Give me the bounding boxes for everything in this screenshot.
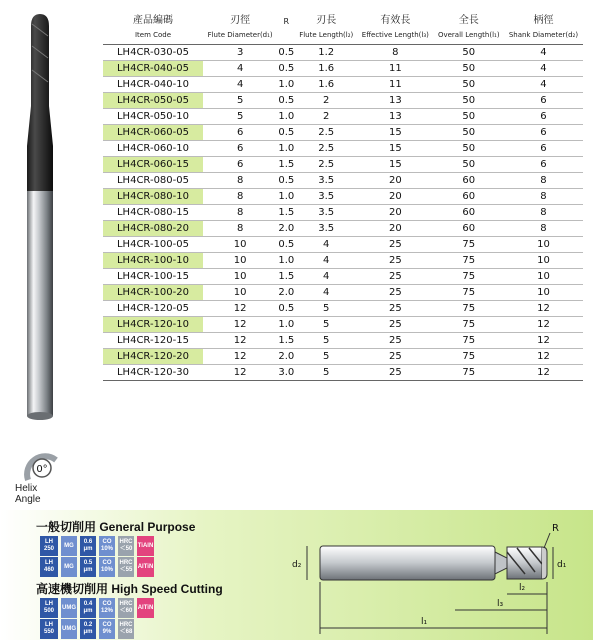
table-row: [103, 349, 583, 365]
table-cell: LH4CR-120-30: [103, 365, 203, 381]
header-item-code-en: Item Code: [103, 26, 203, 45]
table-cell: 25: [357, 269, 434, 285]
badge-text: UMG: [62, 604, 76, 611]
table-cell: 60: [434, 173, 504, 189]
badge-text: 10%: [100, 546, 113, 552]
badge-text: LH: [45, 560, 53, 566]
table-cell: 75: [434, 365, 504, 381]
header-item-code-zh: 產品編碼: [133, 15, 173, 26]
table-cell: 2: [295, 109, 357, 125]
badge-text: 0.2: [83, 622, 93, 628]
header-effective-length-zh: 有效長: [380, 15, 411, 26]
table-cell: 0.5: [277, 45, 295, 61]
r-label: R: [552, 523, 559, 534]
grade-badge: [118, 536, 134, 556]
badge-text: LH: [45, 539, 53, 545]
table-cell: 75: [434, 269, 504, 285]
header-shank-diameter-zh: 柄徑: [533, 15, 554, 26]
table-cell: 10: [504, 237, 583, 253]
header-overall-length-zh: 全長: [458, 15, 479, 26]
table-cell: 75: [434, 317, 504, 333]
table-cell: 4: [295, 253, 357, 269]
table-cell: 12: [504, 301, 583, 317]
badge-text: CO: [102, 601, 112, 607]
grade-badge: [40, 619, 58, 639]
header-effective-length-en: Effective Length(l₃): [357, 26, 434, 45]
badge-text: 12%: [100, 608, 113, 614]
table-cell: 50: [434, 61, 504, 77]
table-cell: 0.5: [277, 173, 295, 189]
badge-text: 250: [43, 546, 54, 552]
header-flute-length-en: Flute Length(l₂): [295, 26, 357, 45]
table-cell: 5: [203, 109, 277, 125]
grade-badge: [40, 598, 58, 618]
badge-text: CO: [102, 622, 112, 628]
table-cell: 3.5: [295, 221, 357, 237]
table-cell: 4: [203, 61, 277, 77]
table-cell: 20: [357, 221, 434, 237]
table-cell: 6: [203, 141, 277, 157]
table-cell: LH4CR-120-20: [103, 349, 203, 365]
table-cell: 8: [504, 173, 583, 189]
helix-angle-icon: [22, 450, 62, 482]
table-cell: 1.0: [277, 317, 295, 333]
table-cell: 12: [203, 317, 277, 333]
helix-label-line2: Angle: [15, 494, 41, 505]
table-cell: 8: [203, 221, 277, 237]
table-cell: 11: [357, 61, 434, 77]
table-row: [103, 365, 583, 381]
badge-text: μm: [83, 546, 93, 552]
table-cell: 8: [504, 221, 583, 237]
table-cell: 10: [203, 253, 277, 269]
table-cell: 0.5: [277, 301, 295, 317]
badge-text: MG: [64, 563, 74, 570]
table-cell: 4: [295, 237, 357, 253]
table-cell: 1.6: [295, 77, 357, 93]
table-row: [103, 77, 583, 93]
table-cell: 3: [203, 45, 277, 61]
table-cell: 20: [357, 189, 434, 205]
table-cell: 8: [203, 205, 277, 221]
badge-text: 0.4: [83, 601, 93, 607]
table-cell: 4: [504, 61, 583, 77]
l1-label: l₁: [421, 617, 428, 627]
badge-text: AlTiN: [137, 563, 154, 570]
table-cell: 10: [203, 237, 277, 253]
badge-text: HRC: [119, 560, 133, 566]
table-cell: 6: [504, 157, 583, 173]
grade-badge: [118, 619, 134, 639]
dimension-diagram: [285, 520, 585, 638]
table-row: [103, 301, 583, 317]
table-row: [103, 173, 583, 189]
table-cell: 2.5: [295, 141, 357, 157]
spec-table: [103, 10, 583, 381]
badge-text: 550: [43, 629, 54, 635]
badge-text: ＜50: [119, 546, 133, 552]
table-cell: 15: [357, 141, 434, 157]
header-en-row: [103, 26, 583, 45]
grade-badge: [61, 557, 77, 577]
table-cell: 0.5: [277, 93, 295, 109]
badge-text: HRC: [119, 622, 133, 628]
badge-text: AlTiN: [137, 604, 154, 611]
table-cell: 10: [203, 269, 277, 285]
header-overall-length-en: Overall Length(l₁): [434, 26, 504, 45]
table-cell: LH4CR-050-05: [103, 93, 203, 109]
table-cell: 3.5: [295, 173, 357, 189]
grade-badge: [118, 598, 134, 618]
grade-badge: [61, 536, 77, 556]
table-row: [103, 317, 583, 333]
table-cell: 1.2: [295, 45, 357, 61]
table-cell: 2: [295, 93, 357, 109]
grade-badge: [99, 598, 115, 618]
table-row: [103, 157, 583, 173]
table-cell: 13: [357, 93, 434, 109]
table-cell: 10: [504, 269, 583, 285]
table-cell: 4: [295, 269, 357, 285]
table-row: [103, 269, 583, 285]
table-cell: 6: [203, 125, 277, 141]
table-cell: LH4CR-100-20: [103, 285, 203, 301]
grade-badge: [99, 619, 115, 639]
badge-text: 9%: [102, 629, 112, 635]
table-cell: 50: [434, 93, 504, 109]
badge-text: ＜55: [119, 567, 133, 573]
table-cell: 1.5: [277, 205, 295, 221]
header-flute-length-zh: 刃長: [316, 15, 337, 26]
table-cell: 3.5: [295, 205, 357, 221]
table-cell: 10: [203, 285, 277, 301]
table-cell: 1.0: [277, 189, 295, 205]
table-cell: 8: [504, 189, 583, 205]
table-cell: 5: [295, 333, 357, 349]
table-cell: 25: [357, 253, 434, 269]
table-cell: 0.5: [277, 61, 295, 77]
table-cell: 15: [357, 125, 434, 141]
table-cell: LH4CR-080-20: [103, 221, 203, 237]
table-cell: 8: [203, 189, 277, 205]
table-cell: 0.5: [277, 125, 295, 141]
header-flute-diameter-zh: 刃徑: [230, 15, 251, 26]
table-cell: 5: [295, 349, 357, 365]
table-cell: 10: [504, 285, 583, 301]
table-cell: 10: [504, 253, 583, 269]
table-cell: 5: [295, 317, 357, 333]
badge-text: CO: [102, 560, 112, 566]
table-cell: 2.5: [295, 125, 357, 141]
table-cell: LH4CR-060-05: [103, 125, 203, 141]
badge-text: ＜60: [119, 608, 133, 614]
table-cell: 50: [434, 125, 504, 141]
table-cell: 4: [504, 45, 583, 61]
header-zh-row: [103, 10, 583, 26]
grade-badge: [80, 536, 96, 556]
table-cell: 12: [504, 317, 583, 333]
table-cell: 6: [504, 109, 583, 125]
grade-badge: [99, 557, 115, 577]
table-cell: 5: [203, 93, 277, 109]
table-cell: 8: [357, 45, 434, 61]
grade-badge: [61, 598, 77, 618]
badge-text: LH: [45, 601, 53, 607]
grade-badge: [40, 536, 58, 556]
grade-badge: [137, 536, 154, 556]
table-cell: 15: [357, 157, 434, 173]
table-cell: 1.0: [277, 77, 295, 93]
table-cell: 12: [203, 365, 277, 381]
general-purpose-title: 一般切削用 General Purpose: [36, 520, 196, 534]
badge-text: 460: [43, 567, 54, 573]
table-cell: 50: [434, 157, 504, 173]
grade-badge: [40, 557, 58, 577]
badge-text: 0.5: [83, 560, 93, 566]
table-cell: LH4CR-050-10: [103, 109, 203, 125]
table-cell: 12: [203, 349, 277, 365]
grade-badge: [137, 557, 154, 577]
table-cell: LH4CR-080-10: [103, 189, 203, 205]
table-cell: 25: [357, 301, 434, 317]
table-cell: LH4CR-060-15: [103, 157, 203, 173]
table-cell: 12: [203, 333, 277, 349]
table-cell: 1.5: [277, 157, 295, 173]
table-cell: 1.0: [277, 141, 295, 157]
table-cell: 2.0: [277, 221, 295, 237]
table-row: [103, 93, 583, 109]
table-cell: 3.0: [277, 365, 295, 381]
table-cell: 13: [357, 109, 434, 125]
table-row: [103, 61, 583, 77]
table-cell: LH4CR-120-15: [103, 333, 203, 349]
badge-text: HRC: [119, 539, 133, 545]
table-row: [103, 221, 583, 237]
badge-text: 500: [43, 608, 54, 614]
helix-label-line1: Helix: [15, 483, 38, 494]
grade-badge: [137, 598, 154, 618]
table-cell: 60: [434, 205, 504, 221]
table-cell: 1.6: [295, 61, 357, 77]
table-cell: 1.0: [277, 109, 295, 125]
badge-text: LH: [45, 622, 53, 628]
table-cell: 50: [434, 77, 504, 93]
table-cell: LH4CR-040-10: [103, 77, 203, 93]
d2-label: d₂: [292, 560, 302, 570]
grade-badge: [99, 536, 115, 556]
table-cell: LH4CR-120-10: [103, 317, 203, 333]
table-cell: LH4CR-040-05: [103, 61, 203, 77]
table-row: [103, 189, 583, 205]
grade-badge: [118, 557, 134, 577]
table-row: [103, 45, 583, 61]
table-row: [103, 237, 583, 253]
table-cell: LH4CR-080-15: [103, 205, 203, 221]
table-cell: LH4CR-100-05: [103, 237, 203, 253]
table-cell: 8: [504, 205, 583, 221]
grade-badge: [80, 598, 96, 618]
badge-text: UMG: [62, 625, 76, 632]
table-cell: 6: [203, 157, 277, 173]
table-row: [103, 125, 583, 141]
grade-badge: [80, 619, 96, 639]
table-row: [103, 109, 583, 125]
badge-text: 0.6: [83, 539, 93, 545]
table-cell: 4: [203, 77, 277, 93]
table-cell: 3.5: [295, 189, 357, 205]
table-cell: 12: [504, 333, 583, 349]
table-cell: 25: [357, 317, 434, 333]
table-row: [103, 205, 583, 221]
table-cell: 1.5: [277, 333, 295, 349]
table-cell: 50: [434, 141, 504, 157]
header-shank-diameter-en: Shank Diameter(d₂): [504, 26, 583, 45]
badge-text: ＜68: [119, 629, 133, 635]
table-cell: 6: [504, 125, 583, 141]
high-speed-title: 高速機切削用 High Speed Cutting: [36, 582, 223, 596]
table-cell: 60: [434, 221, 504, 237]
table-cell: LH4CR-030-05: [103, 45, 203, 61]
table-cell: 5: [295, 365, 357, 381]
badge-text: TiAlN: [137, 542, 154, 549]
table-cell: 12: [504, 365, 583, 381]
table-cell: 75: [434, 349, 504, 365]
table-cell: LH4CR-100-10: [103, 253, 203, 269]
table-cell: 0.5: [277, 237, 295, 253]
grade-badge: [80, 557, 96, 577]
table-cell: 25: [357, 365, 434, 381]
table-cell: 50: [434, 45, 504, 61]
table-cell: 5: [295, 301, 357, 317]
table-cell: 75: [434, 285, 504, 301]
grade-badge: [61, 619, 77, 639]
table-cell: LH4CR-080-05: [103, 173, 203, 189]
table-cell: 75: [434, 333, 504, 349]
d1-label: d₁: [557, 560, 567, 570]
badge-text: 10%: [100, 567, 113, 573]
header-flute-diameter-en: Flute Diameter(d₁): [203, 26, 277, 45]
table-cell: LH4CR-120-05: [103, 301, 203, 317]
l2-label: l₂: [519, 583, 526, 593]
table-row: [103, 333, 583, 349]
l3-label: l₃: [497, 599, 504, 609]
table-cell: 6: [504, 93, 583, 109]
table-cell: 75: [434, 237, 504, 253]
table-cell: 1.0: [277, 253, 295, 269]
table-row: [103, 141, 583, 157]
table-cell: 75: [434, 301, 504, 317]
header-r: R: [283, 17, 290, 26]
table-cell: 25: [357, 349, 434, 365]
table-cell: 50: [434, 109, 504, 125]
table-cell: 11: [357, 77, 434, 93]
table-cell: 75: [434, 253, 504, 269]
table-cell: 60: [434, 189, 504, 205]
helix-angle-label: [15, 483, 41, 505]
end-mill-illustration: [8, 6, 58, 426]
table-cell: 12: [504, 349, 583, 365]
table-cell: 2.0: [277, 285, 295, 301]
table-cell: 4: [504, 77, 583, 93]
badge-text: HRC: [119, 601, 133, 607]
header-r-en: [277, 26, 295, 45]
table-cell: 6: [504, 141, 583, 157]
table-row: [103, 253, 583, 269]
table-cell: 25: [357, 237, 434, 253]
table-cell: 8: [203, 173, 277, 189]
badge-text: μm: [83, 608, 93, 614]
table-cell: 25: [357, 333, 434, 349]
table-cell: 20: [357, 173, 434, 189]
table-cell: 2.0: [277, 349, 295, 365]
table-cell: 25: [357, 285, 434, 301]
table-row: [103, 285, 583, 301]
helix-angle-value: 0°: [36, 464, 48, 475]
table-cell: 2.5: [295, 157, 357, 173]
badge-text: CO: [102, 539, 112, 545]
badge-text: μm: [83, 567, 93, 573]
table-cell: 20: [357, 205, 434, 221]
table-cell: LH4CR-060-10: [103, 141, 203, 157]
badge-text: MG: [64, 542, 74, 549]
table-cell: 1.5: [277, 269, 295, 285]
table-cell: 12: [203, 301, 277, 317]
table-cell: LH4CR-100-15: [103, 269, 203, 285]
badge-text: μm: [83, 629, 93, 635]
table-cell: 4: [295, 285, 357, 301]
